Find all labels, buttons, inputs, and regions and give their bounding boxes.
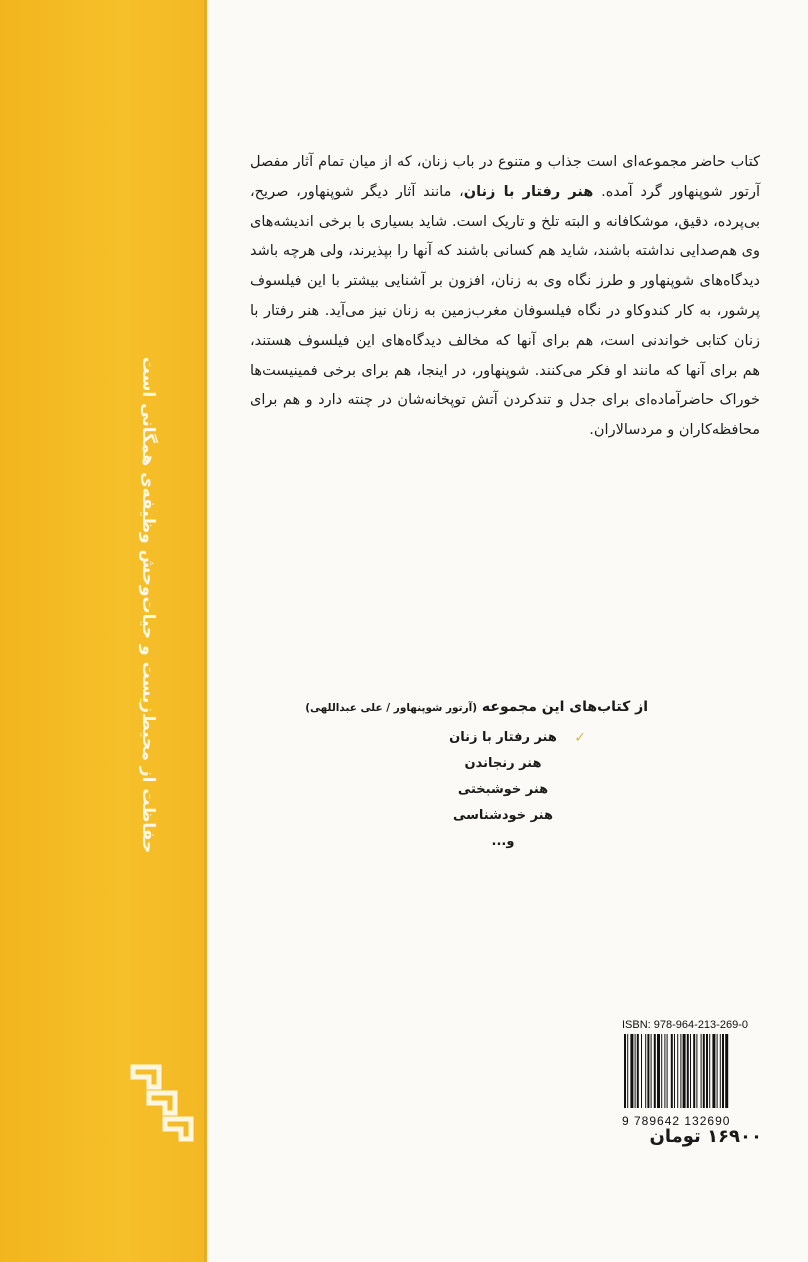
list-item (428, 725, 586, 751)
blurb-intro: کتاب حاضر مجموعه‌ای است جذاب و متنوع در باب زنان، که از میان تمام آثار مفصل آرتور شوپنهاور گرد آمده. (250, 154, 760, 200)
isbn-barcode (622, 1018, 762, 1128)
list-item: و... (491, 834, 515, 849)
series-book-list (428, 725, 586, 855)
list-item: هنر خودشناسی (452, 808, 554, 823)
publisher-logo-icon (125, 1055, 195, 1145)
list-item: هنر خوشبختی (457, 782, 549, 797)
series-section (208, 696, 648, 871)
checkmark-icon: ✓ (574, 730, 586, 746)
series-title: از کتاب‌های این مجموعه (481, 699, 648, 715)
book-title-bold: هنر رفتار با زنان (463, 183, 594, 200)
spine-edge-shadow (204, 0, 210, 1262)
series-subtitle: (آرتور شوپنهاور / علی عبداللهی) (305, 702, 478, 714)
list-item: هنر رنجاندن (464, 756, 542, 771)
isbn-label: ISBN: 978-964-213-269-0 (622, 1019, 748, 1031)
spine-slogan: حفاظت از محیط‌زیست و حیات‌وحش وظیفه‌ی همگانی است (138, 356, 158, 854)
series-heading (208, 696, 648, 719)
back-cover-blurb (250, 148, 760, 446)
blurb-body: ، مانند آثار دیگر شوپنهاور، صریح، بی‌پرده، دقیق، موشکافانه و البته تلخ و تاریک است. شاید بسیاری با برخی اندیشه‌های وی هم‌صدایی نداشته باشند، شاید هم کسانی باشند که آنها را بپذیرند، ولی هرچه باشد دیدگاه‌های شوپنهاور و طرز نگاه وی به زنان، افزون بر آشنایی بیشتر با این فیلسوف پرشور، به کار کندوکاو در نگاه فیلسوفان مغرب‌زمین به زنان نیز می‌آید. هنر رفتار با زنان کتابی خواندنی است، هم برای آنها که مخالف دیدگاه‌های این فیلسوف هستند، هم برای آنها که مانند او فکر می‌کنند. شوپنهاور، در اینجا، هم برای برخی فمینیست‌ها خوراک حاضرآماده‌ای برای جدل و تندکردن آتش توپخانه‌شان در چنته دارد و هم برای محافظه‌کاران و مردسالاران. (250, 183, 760, 439)
price-label: ۱۶۹۰۰ تومان (649, 1126, 762, 1147)
series-item-label: هنر رفتار با زنان (449, 730, 557, 745)
barcode-digits: 9 789642 132690 (622, 1114, 731, 1128)
barcode-bars-icon (622, 1032, 762, 1110)
